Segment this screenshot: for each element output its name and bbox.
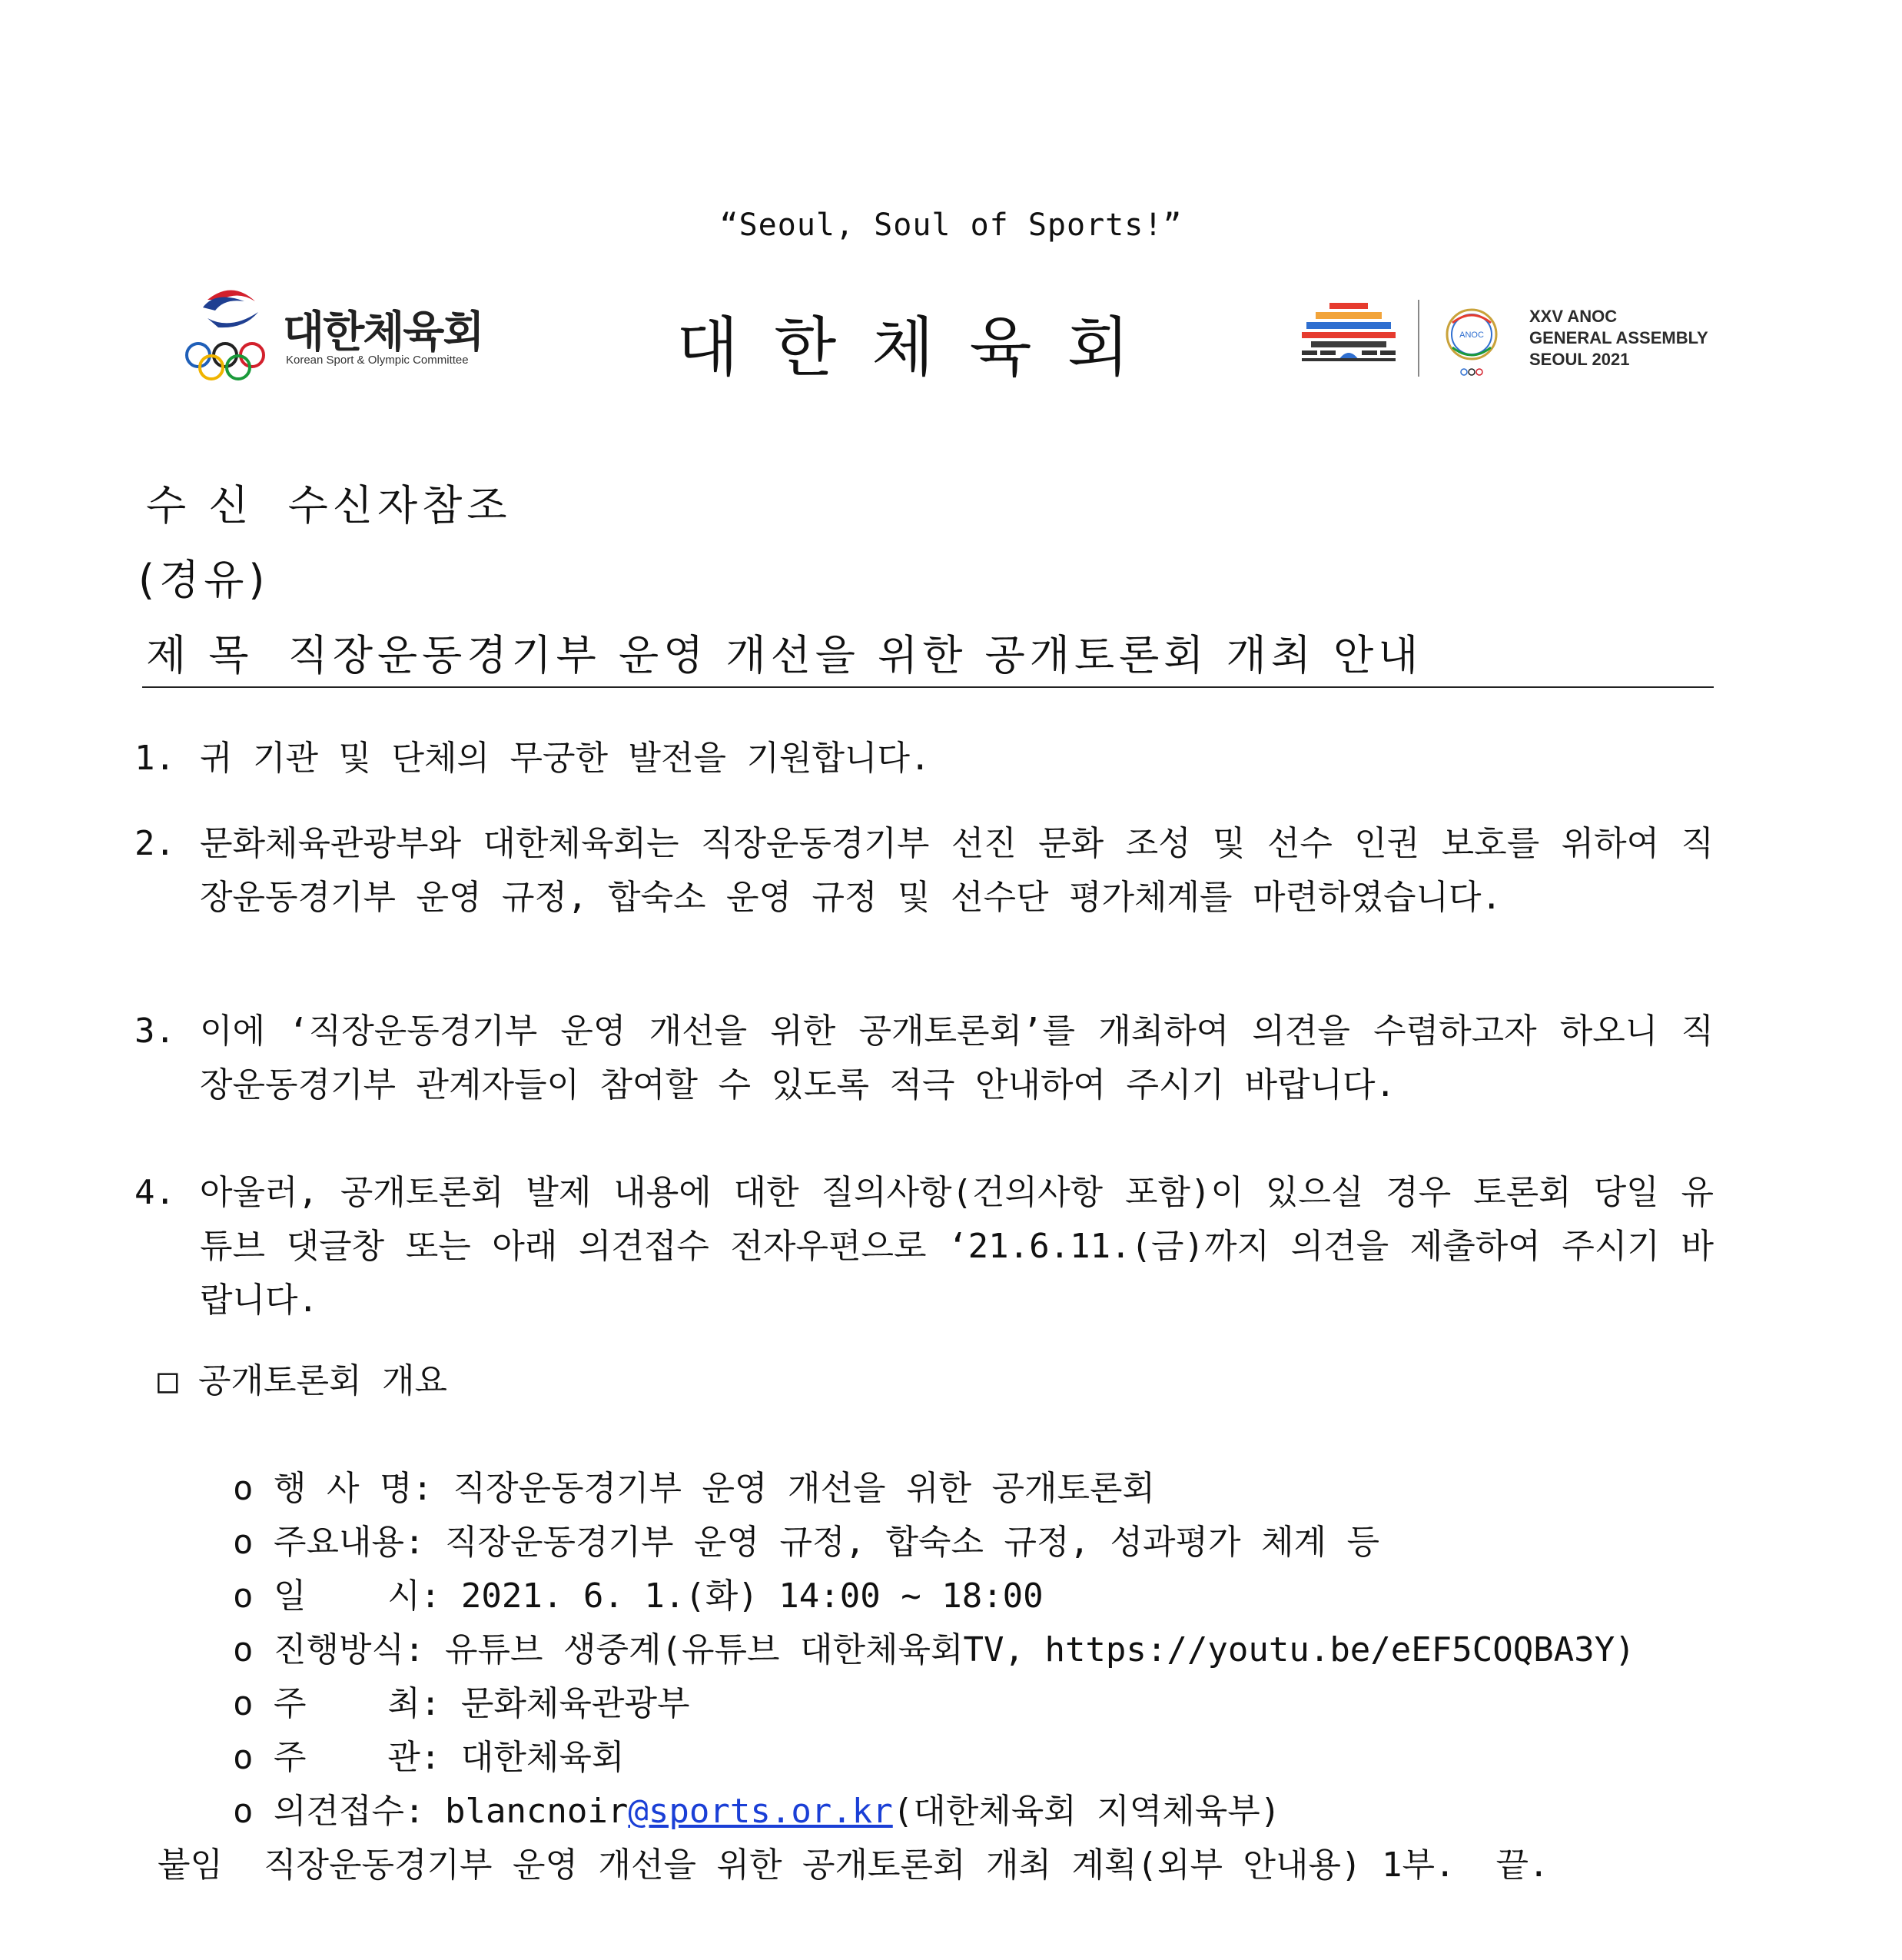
overview-item-value: 직장운동경기부 운영 개선을 위한 공개토론회 [453,1469,1155,1508]
subject-value: 직장운동경기부 운영 개선을 위한 공개토론회 개최 안내 [287,631,1423,679]
paragraph-text: 이에 ‘직장운동경기부 운영 개선을 위한 공개토론회’를 개최하여 의견을 수렴하고자 하오니 직장운동경기부 관계자들이 참여할 수 있도록 적극 안내하여 주시기 바랍니다. [200,1012,1714,1105]
overview-item-label: o 진행방식: [232,1630,445,1669]
paragraph-text: 아울러, 공개토론회 발제 내용에 대한 질의사항(건의사항 포함)이 있으실 경우 토론회 당일 유튜브 댓글창 또는 아래 의견접수 전자우편으로 ‘21.6.11.(금)까지 의견을 제출하여 주시기 바랍니다. [200,1173,1714,1320]
attachment-end: 끝. [1495,1845,1549,1885]
overview-item-value: 문화체육관광부 [460,1684,690,1723]
paragraph-number: 1. [134,739,175,778]
overview-item-label: o 일 시: [232,1576,461,1616]
ksoc-logo-english: Korean Sport & Olympic Committee [286,354,469,367]
paragraph-text: 문화체육관광부와 대한체육회는 직장운동경기부 선진 문화 조성 및 선수 인권 보호를 위하여 직장운동경기부 운영 규정, 합숙소 운영 규정 및 선수단 평가체계를 마련하였습니다. [200,824,1714,917]
overview-item-label: o 주요내용: [232,1523,445,1562]
paragraph-number: 2. [134,824,175,863]
subject-row [146,623,1422,682]
paragraph-number: 4. [134,1173,175,1212]
overview-item-label: o 의견접수: [232,1792,445,1831]
anoc-line-1: XXV ANOC [1529,307,1618,326]
paragraph-3 [134,1005,1714,1112]
subject-label: 제 목 [146,631,254,679]
via-row [138,547,269,606]
ksoc-logo-korean: 대한체육회 [283,307,483,357]
attachment-row [158,1839,1714,1892]
ksoc-logo [184,284,507,384]
anoc-badge-text: ANOC [1459,331,1484,340]
recipient-label: 수 신 [146,481,254,530]
organization-title: 대한체육회 [676,310,1165,385]
via-label: (경유) [138,556,270,604]
overview-item-value: 유튜브 생중계(유튜브 대한체육회TV, https://youtu.be/eEF5COQBA3Y) [444,1630,1635,1669]
anoc-logo [1299,292,1729,384]
paragraph-number: 3. [134,1012,175,1051]
attachment-label: 붙임 [158,1845,224,1885]
overview-item-value: 2021. 6. 1.(화) 14:00 ~ 18:00 [460,1576,1044,1616]
overview-item-label: o 주 관: [232,1738,461,1777]
contact-department: (대한체육회 지역체육부) [892,1792,1281,1831]
recipient-value: 수신자참조 [287,481,512,530]
contact-email-link[interactable]: @sports.or.kr [628,1792,893,1831]
paragraph-2 [134,817,1714,925]
overview-item-value: 직장운동경기부 운영 규정, 합숙소 규정, 성과평가 체계 등 [444,1523,1379,1562]
overview-item-contact [192,1731,1280,1839]
anoc-line-3: SEOUL 2021 [1529,350,1630,369]
ksoc-emblem-icon [184,284,280,384]
recipient-row [146,473,512,532]
anoc-line-2: GENERAL ASSEMBLY [1529,328,1708,347]
overview-title: □ 공개토론회 개요 [158,1361,447,1400]
slogan: “Seoul, Soul of Sports!” [719,208,1183,243]
anoc-gate-icon [1299,292,1522,384]
paragraph-1 [134,732,1714,786]
overview-item-label: o 행 사 명: [232,1469,453,1508]
subject-divider [142,686,1714,688]
overview-item-value: 대한체육회 [460,1738,625,1777]
attachment-text: 직장운동경기부 운영 개선을 위한 공개토론회 개최 계획(외부 안내용) 1부. [264,1845,1456,1885]
paragraph-text: 귀 기관 및 단체의 무궁한 발전을 기원합니다. [200,739,931,778]
paragraph-4 [134,1166,1714,1327]
contact-email-prefix: blancnoir [444,1792,629,1831]
overview-item-label: o 주 최: [232,1684,461,1723]
anoc-logo-text [1529,306,1708,370]
